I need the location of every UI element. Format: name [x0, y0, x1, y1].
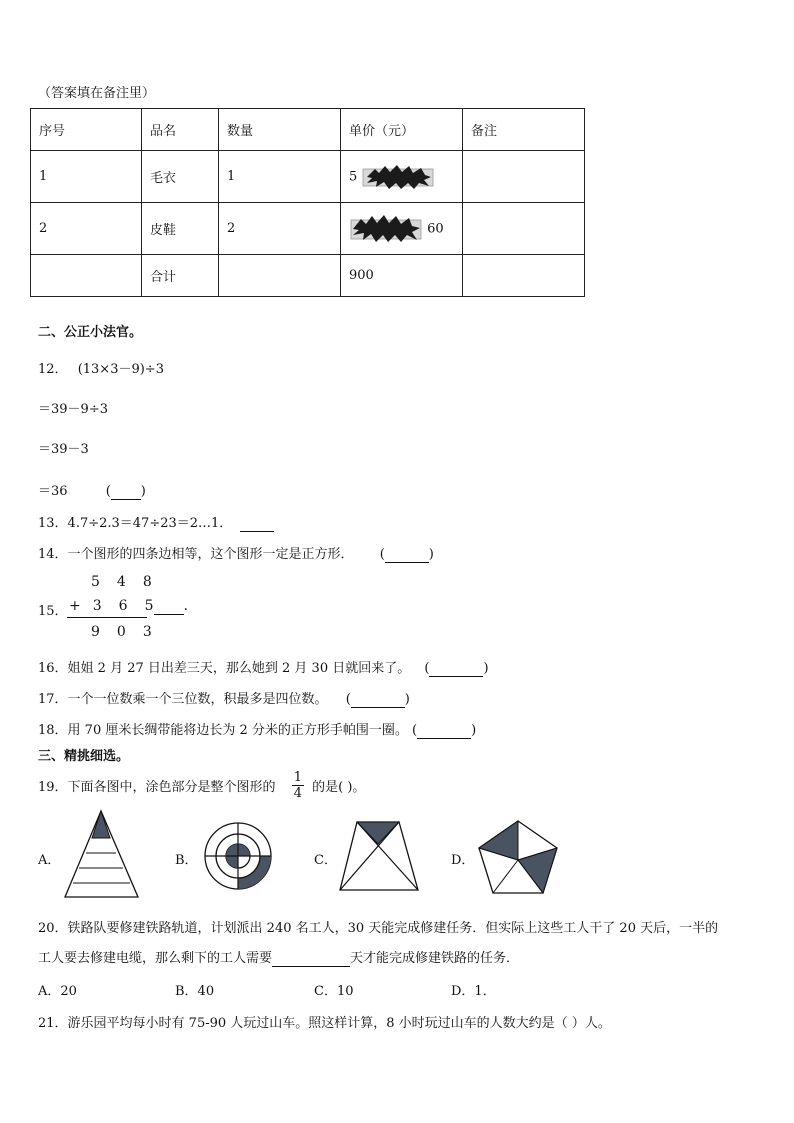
q14: 14．一个图形的四条边相等，这个图形一定是正方形． ( ) — [38, 547, 434, 562]
answer-blank[interactable] — [429, 661, 483, 677]
cell-name: 合计 — [142, 255, 219, 297]
answer-blank[interactable] — [417, 723, 471, 739]
q12-result: ＝36 — [38, 484, 68, 499]
q17: 17．一个一位数乘一个三位数，积最多是四位数。 ( ) — [38, 692, 410, 707]
pentagon-figure — [476, 818, 560, 896]
q18: 18．用 70 厘米长绸带能将边长为 2 分米的正方形手帕围一圈。 ( ) — [38, 723, 477, 738]
q21: 21．游乐园平均每小时有 75-90 人玩过山车。照这样计算，8 小时玩过山车的人数大约是（ ）人。 — [38, 1016, 611, 1031]
order-table — [30, 108, 585, 297]
option-c-label[interactable]: C． — [314, 853, 337, 868]
q16: 16．姐姐 2 月 27 日出差三天，那么她到 2 月 30 日就回来了。 ( ) — [38, 661, 489, 676]
section-heading: 二、公正小法官。 — [38, 325, 143, 340]
answer-blank[interactable] — [240, 516, 274, 532]
answer-paren: ( ) — [412, 723, 477, 738]
table-row — [31, 255, 585, 297]
answer-paren: ( ) — [379, 547, 434, 562]
ink-blot-image — [349, 213, 423, 245]
cell-price: 900 — [341, 255, 463, 297]
answer-paren: ( ) — [345, 692, 410, 707]
fraction: $\frac{1}{4}$ — [293, 770, 302, 801]
q19-stem: 19．下面各图中，涂色部分是整个图形的 $\frac{1}{4}$ 的是( )。 — [38, 770, 366, 801]
cell-price — [341, 203, 463, 255]
answer-blank[interactable] — [385, 547, 429, 563]
cell-qty: 2 — [219, 203, 341, 255]
answer-blank[interactable] — [351, 692, 405, 708]
section-heading: 三、精挑细选。 — [38, 749, 130, 764]
q12-line3: ＝39－3 — [38, 442, 89, 457]
q12-expression: (13×3－9)÷3 — [77, 362, 164, 377]
cell-no: 2 — [31, 203, 142, 255]
cell-no — [31, 255, 142, 297]
cell-name: 皮鞋 — [142, 203, 219, 255]
q12-line4 — [38, 480, 146, 500]
cell-qty — [219, 255, 341, 297]
cell-remark — [463, 151, 585, 203]
header-cell: 品名 — [142, 109, 219, 151]
header-cell: 数量 — [219, 109, 341, 151]
cell-name: 毛衣 — [142, 151, 219, 203]
cell-price — [341, 151, 463, 203]
header-cell: 序号 — [31, 109, 142, 151]
q12-label: 12． — [38, 362, 68, 377]
table-header-row — [31, 109, 585, 151]
q20-option-c[interactable]: C．10 — [314, 984, 354, 999]
addend-bottom: + 3 6 5 . — [69, 598, 188, 614]
answer-blank[interactable] — [272, 951, 350, 967]
answer-blank[interactable] — [154, 598, 184, 615]
header-cell: 单价（元） — [341, 109, 463, 151]
cell-remark — [463, 203, 585, 255]
q15-label: 15． — [38, 604, 68, 619]
addend-top: 5 4 8 — [91, 574, 152, 590]
triangle-figure — [62, 808, 142, 900]
plus-sign: + — [69, 598, 81, 614]
answer-note: （答案填在备注里） — [38, 86, 156, 101]
answer-paren: ( ) — [424, 661, 489, 676]
q12-line2: ＝39－9÷3 — [38, 402, 108, 417]
answer-blank[interactable] — [111, 484, 141, 500]
ink-blot-image — [361, 163, 435, 191]
cell-remark — [463, 255, 585, 297]
sum-result: 9 0 3 — [91, 624, 152, 640]
q20-line2: 工人要去修建电缆，那么剩下的工人需要 天才能完成修建铁路的任务． — [38, 951, 520, 966]
rings-figure — [202, 820, 274, 892]
option-d-label[interactable]: D． — [451, 853, 475, 868]
table-row — [31, 203, 585, 255]
cell-no: 1 — [31, 151, 142, 203]
price-suffix: 60 — [427, 221, 444, 236]
option-a-label[interactable]: A． — [38, 853, 61, 868]
answer-paren: ( ) — [105, 484, 146, 499]
q20-option-b[interactable]: B．40 — [175, 984, 215, 999]
cell-qty: 1 — [219, 151, 341, 203]
q13: 13．4.7÷2.3＝47÷23＝2…1． — [38, 512, 274, 532]
q12-line1 — [38, 358, 164, 377]
trapezoid-figure — [337, 818, 421, 894]
q20-option-a[interactable]: A．20 — [38, 984, 77, 999]
table-row — [31, 151, 585, 203]
q20-option-d[interactable]: D．1． — [451, 984, 496, 999]
option-b-label[interactable]: B． — [175, 853, 198, 868]
header-cell: 备注 — [463, 109, 585, 151]
q20-line1: 20．铁路队要修建铁路轨道，计划派出 240 名工人，30 天能完成修建任务．但实际上这些工人干了 20 天后，一半的 — [38, 921, 719, 936]
price-prefix: 5 — [349, 169, 358, 184]
sum-rule — [67, 617, 147, 618]
